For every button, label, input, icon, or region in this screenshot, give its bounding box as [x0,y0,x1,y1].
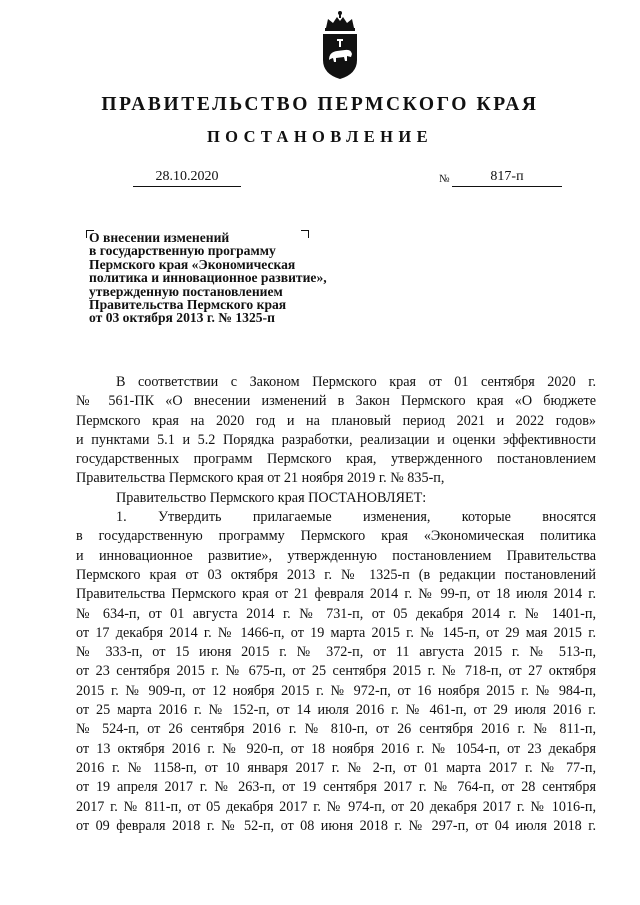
number-label: № [439,173,450,185]
body-line: В соответствии с Законом Пермского края от 01 сентября 2020 г. [116,374,596,390]
subject-line: в государственную программу [89,243,276,259]
subject-line: Пермского края «Экономическая [89,256,296,272]
body-line: Правительство Пермского края ПОСТАНОВЛЯЕТ: [116,489,427,506]
body-line: 2017 г. № 811-п, от 05 декабря 2017 г. № 974-п, от 20 декабря 2017 г. № 1016-п, [76,798,596,815]
document-type: ПОСТАНОВЛЕНИЕ [206,127,434,146]
body-line: в государственную программу Пермского края «Экономическая политика [76,528,596,545]
body-line: от 13 октября 2016 г. № 920-п, от 18 ноября 2016 г. № 1054-п, от 23 декабря [76,740,596,757]
document-date: 28.10.2020 [133,168,241,187]
subject-line: О внесении изменений [89,230,230,245]
body-line: 2015 г. № 909-п, от 12 ноября 2015 г. № 972-п, от 16 ноября 2015 г. № 984-п, [76,682,596,699]
body-line: Правительства Пермского края от 21 февраля 2014 г. № 99-п, от 18 июля 2014 г. [76,586,596,603]
body-line: и инновационное развитие», утвержденную постановлением Правительства [76,547,596,564]
subject-line: политика и инновационное развитие», [89,270,327,286]
government-title: ПРАВИТЕЛЬСТВО ПЕРМСКОГО КРАЯ [101,94,539,115]
perm-krai-coat-of-arms-icon [318,10,362,80]
document-number: 817-п [452,168,562,187]
subject-block [89,231,379,325]
subject-line: утвержденную постановлением [89,283,283,299]
body-line: от 09 февраля 2018 г. № 52-п, от 08 июня 2018 г. № 297-п, от 04 июля 2018 г. [76,817,596,834]
body-line: № 634-п, от 01 августа 2014 г. № 731-п, от 05 декабря 2014 г. № 1401-п, [76,605,596,622]
body-text [76,373,596,836]
body-line: от 17 декабря 2014 г. № 1466-п, от 19 марта 2015 г. № 145-п, от 29 мая 2015 г. [76,624,596,641]
body-line: № 561-ПК «О внесении изменений в Закон Пермского края «О бюджете [76,393,596,410]
subject-line: от 03 октября 2013 г. № 1325-п [89,310,275,326]
subject-line: Правительства Пермского края [89,297,287,313]
body-line: 1. Утвердить прилагаемые изменения, которые вносятся [116,509,596,526]
body-line: от 19 апреля 2017 г. № 263-п, от 19 сентября 2017 г. № 764-п, от 28 сентября [76,779,596,796]
body-line: от 25 марта 2016 г. № 152-п, от 14 июля 2016 г. № 461-п, от 29 июля 2016 г. [76,702,596,719]
body-line: Пермского края на 2020 год и на плановый период 2021 и 2022 годов» [76,412,596,429]
body-line: 2016 г. № 1158-п, от 10 января 2017 г. № 2-п, от 01 марта 2017 г. № 77-п, [76,759,596,776]
body-line: и пунктами 5.1 и 5.2 Порядка разработки, реализации и оценки эффективности [76,431,596,448]
body-line: Пермского края от 03 октября 2013 г. № 1325-п (в редакции постановлений [76,566,596,583]
body-line: от 23 сентября 2015 г. № 675-п, от 25 сентября 2015 г. № 718-п, от 27 октября [76,663,596,680]
body-line: государственных программ Пермского края, утвержденного постановлением [76,451,596,468]
body-line: № 524-п, от 26 сентября 2016 г. № 810-п, от 26 сентября 2016 г. № 811-п, [76,721,596,738]
body-line: Правительства Пермского края от 21 ноября 2019 г. № 835-п, [76,470,445,487]
body-line: № 333-п, от 15 июня 2015 г. № 372-п, от 11 августа 2015 г. № 513-п, [76,644,596,661]
